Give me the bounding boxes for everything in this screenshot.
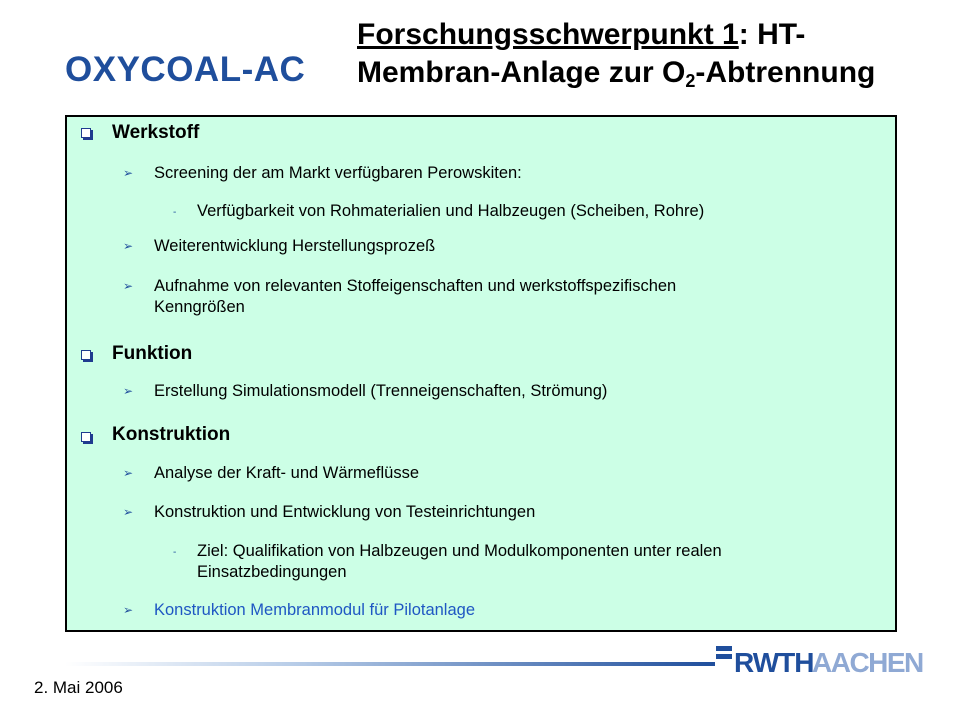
arrow-bullet-icon: ➢ [123, 505, 134, 519]
arrow-bullet-icon: ➢ [123, 239, 134, 253]
logo-text-rwth: RWTH [734, 647, 814, 678]
list-item-line1: Aufnahme von relevanten Stoffeigenschaften und werkstoffspezifischen [154, 277, 677, 295]
section-heading-funktion: Funktion [112, 343, 193, 364]
dash-bullet-icon: - [173, 547, 177, 558]
arrow-bullet-icon: ➢ [123, 603, 134, 617]
title-subscript: 2 [685, 71, 696, 91]
sub-list-item-line2: Einsatzbedingungen [197, 563, 347, 581]
list-item: Weiterentwicklung Herstellungsprozeß [154, 237, 436, 255]
sub-list-item-line1: Ziel: Qualifikation von Halbzeugen und Modulkomponenten unter realen [197, 542, 722, 560]
footer-date: 2. Mai 2006 [34, 678, 123, 697]
arrow-bullet-icon: ➢ [123, 166, 134, 180]
title-topic: Forschungsschwerpunkt 1 [357, 18, 739, 51]
list-item: Screening der am Markt verfügbaren Perowskiten: [154, 164, 522, 182]
section-heading-konstruktion: Konstruktion [112, 424, 231, 445]
logo-text-aachen: AACHEN [812, 647, 923, 678]
logo-bar [716, 646, 732, 651]
content-box [65, 115, 897, 632]
footer-rule [65, 662, 715, 666]
sub-list-item [197, 541, 722, 583]
arrow-bullet-icon: ➢ [123, 466, 134, 480]
section-heading-werkstoff: Werkstoff [112, 122, 200, 143]
list-item-highlighted: Konstruktion Membranmodul für Pilotanlage [154, 601, 476, 619]
list-item-line2: Kenngrößen [154, 298, 245, 316]
list-item: Konstruktion und Entwicklung von Testeinrichtungen [154, 503, 536, 521]
slide-title [357, 16, 927, 92]
title-part2: : HT- [738, 18, 806, 51]
brand-title: OXYCOAL-AC [65, 50, 306, 89]
dash-bullet-icon: - [173, 207, 177, 218]
square-bullet-icon [81, 432, 91, 442]
list-item [154, 276, 676, 318]
title-line2-b: -Abtrennung [695, 56, 876, 89]
logo-bar [716, 654, 732, 659]
sub-list-item: Verfügbarkeit von Rohmaterialien und Halbzeugen (Scheiben, Rohre) [197, 202, 705, 220]
title-line2-a: Membran-Anlage zur O [357, 56, 686, 89]
square-bullet-icon [81, 128, 91, 138]
arrow-bullet-icon: ➢ [123, 279, 134, 293]
rwth-aachen-logo [716, 643, 923, 678]
arrow-bullet-icon: ➢ [123, 384, 134, 398]
square-bullet-icon [81, 350, 91, 360]
list-item: Erstellung Simulationsmodell (Trenneigenschaften, Strömung) [154, 382, 608, 400]
list-item: Analyse der Kraft- und Wärmeflüsse [154, 464, 420, 482]
